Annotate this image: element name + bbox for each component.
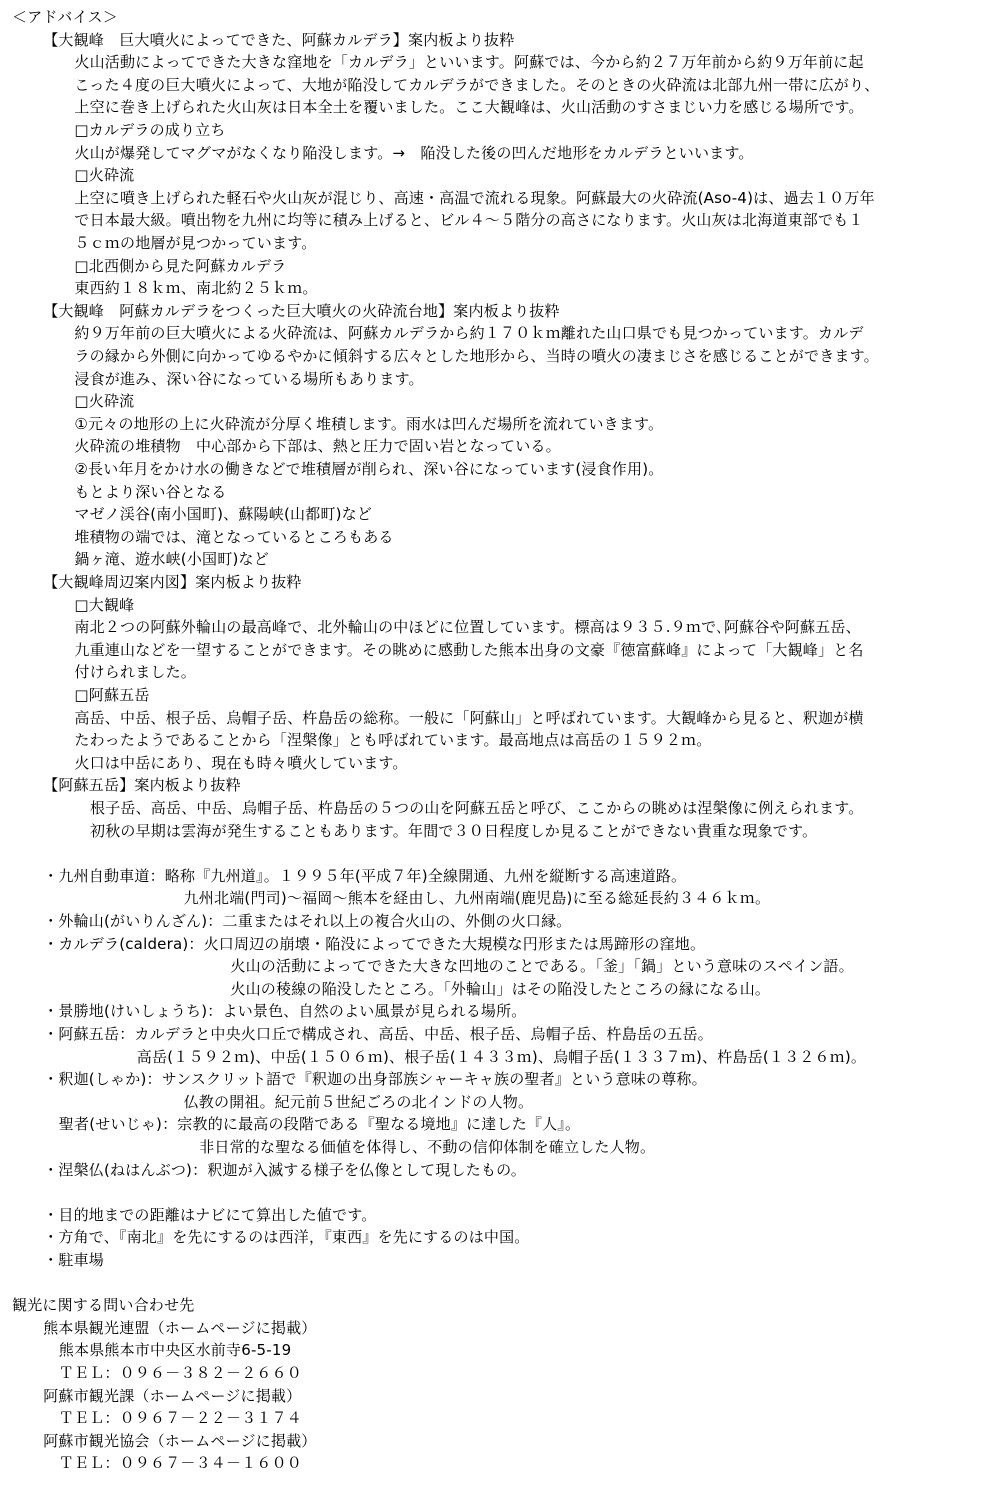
- text-line: 九州北端(門司)～福岡～熊本を経由し、九州南端(鹿児島)に至る総延長約３４６ｋｍ。: [183, 889, 771, 908]
- text-line: 【阿蘇五岳】案内板より抜粋: [43, 776, 241, 795]
- text-line: 上空に噴き上げられた軽石や火山灰が混じり、高速・高温で流れる現象。阿蘇最大の火砕流(Aso-4)は、過去１０万年: [74, 188, 875, 207]
- text-line: 熊本県熊本市中央区水前寺6-5-19: [58, 1341, 292, 1360]
- text-line: 【大観峰周辺案内図】案内板より抜粋: [43, 573, 302, 591]
- text-line: 火山の活動によってできた大きな凹地のことである。「釜」「鍋」という意味のスペイン語。: [230, 957, 854, 976]
- text-line: 火山の稜線の陥没したところ。「外輪山」はその陥没したところの縁になる山。: [230, 979, 771, 998]
- text-line: ・釈迦(しゃか)：サンスクリット語で『釈迦の出身部族シャーキャ族の聖者』という意味の尊称。: [43, 1070, 707, 1089]
- text-line: で日本最大級。噴出物を九州に均等に積み上げると、ビル４～５階分の高さになります。火山灰は北海道東部でも１: [74, 211, 864, 230]
- text-line: ①元々の地形の上に火砕流が分厚く堆積します。雨水は凹んだ場所を流れていきます。: [74, 414, 664, 433]
- text-line: 非日常的な聖なる価値を体得し、不動の信仰体制を確立した人物。: [199, 1138, 656, 1156]
- text-line: 火砕流の堆積物 中心部から下部は、熱と圧力で固い岩となっている。: [74, 437, 561, 456]
- text-line: 仏教の開祖。紀元前５世紀ごろの北インドの人物。: [183, 1092, 534, 1111]
- text-line: 東西約１８ｋｍ、南北約２５ｋｍ。: [74, 279, 318, 298]
- text-line: 初秋の早期は雲海が発生することもあります。年間で３０日程度しか見ることができない貴重な現象です。: [90, 821, 818, 840]
- text-line: 鍋ヶ滝、遊水峡(小国町)など: [74, 550, 269, 569]
- text-line: たわったようであることから「涅槃像」とも呼ばれています。最高地点は高岳の１５９２ｍ。: [74, 731, 712, 750]
- text-line: ＴＥＬ：０９６７－２２－３１７４: [58, 1409, 302, 1428]
- text-line: 阿蘇市観光課（ホームページに掲載）: [43, 1386, 302, 1405]
- text-line: ＴＥＬ：０９６７－３４－１６００: [58, 1454, 302, 1473]
- text-line: □カルデラの成り立ち: [74, 121, 226, 139]
- text-line: 火山が爆発してマグマがなくなり陥没します。→ 陥没した後の凹んだ地形をカルデラといいます。: [74, 143, 754, 162]
- text-line: 堆積物の端では、滝となっているところもある: [74, 527, 394, 546]
- text-line: 根子岳、高岳、中岳、烏帽子岳、杵島岳の５つの山を阿蘇五岳と呼び、ここからの眺めは涅槃像に例えられます。: [90, 799, 864, 817]
- text-line: 熊本県観光連盟（ホームページに掲載）: [43, 1318, 317, 1337]
- text-line: 【大観峰 巨大噴火によってできた、阿蘇カルデラ】案内板より抜粋: [43, 30, 515, 49]
- text-line: 上空に巻き上げられた火山灰は日本全土を覆いました。ここ大観峰は、火山活動のすさまじい力を感じる場所です。: [74, 98, 864, 117]
- text-line: □北西側から見た阿蘇カルデラ: [74, 256, 287, 275]
- text-line: ５ｃｍの地層が見つかっています。: [74, 234, 317, 252]
- text-line: ・駐車場: [43, 1251, 104, 1269]
- text-line: 火山活動によってできた大きな窪地を「カルデラ」といいます。阿蘇では、今から約２７万年前から約９万年前に起: [74, 53, 864, 72]
- text-line: ・カルデラ(caldera)：火口周辺の崩壊・陥没によってできた大規模な円形または馬蹄形の窪地。: [43, 934, 706, 953]
- text-line: □火砕流: [74, 166, 135, 185]
- text-line: ・外輪山(がいりんざん)：二重またはそれ以上の複合火山の、外側の火口縁。: [43, 912, 572, 930]
- text-line: ②長い年月をかけ水の働きなどで堆積層が削られ、深い谷になっています(浸食作用)。: [74, 460, 664, 478]
- text-line: □大観峰: [74, 595, 135, 614]
- text-line: 高岳(１５９２ｍ)、中岳(１５０６ｍ)、根子岳(１４３３ｍ)、烏帽子岳(１３３７ｍ)、杵島岳(１３２６ｍ)。: [136, 1047, 867, 1066]
- text-line: こった４度の巨大噴火によって、大地が陥没してカルデラができました。そのときの火砕流は北部九州一帯に広がり、: [74, 75, 880, 94]
- text-line: 浸食が進み、深い谷になっている場所もあります。: [74, 369, 424, 388]
- text-line: 【大観峰 阿蘇カルデラをつくった巨大噴火の火砕流台地】案内板より抜粋: [43, 301, 560, 320]
- text-line: ・方角で、『南北』を先にするのは西洋，『東西』を先にするのは中国。: [43, 1228, 530, 1247]
- text-line: 約９万年前の巨大噴火による火砕流は、阿蘇カルデラから約１７０ｋｍ離れた山口県でも見つかっています。カルデ: [74, 324, 864, 343]
- text-line: もとより深い谷となる: [74, 482, 227, 501]
- text-line: ＴＥＬ：０９６－３８２－２６６０: [58, 1364, 302, 1382]
- text-line: ・景勝地(けいしょうち)：よい景色、自然のよい風景が見られる場所。: [43, 1002, 527, 1021]
- text-line: □阿蘇五岳: [74, 686, 150, 704]
- text-line: ・目的地までの距離はナビにて算出した値です。: [43, 1205, 377, 1224]
- text-line: 南北２つの阿蘇外輪山の最高峰で、北外輪山の中ほどに位置しています。標高は９３５.９ｍで､阿蘇谷や阿蘇五岳、: [74, 618, 861, 637]
- text-line: マゼノ渓谷(南小国町)、蘇陽峡(山都町)など: [74, 505, 373, 524]
- text-line: ＜アドバイス＞: [12, 8, 118, 26]
- text-line: 付けられました。: [74, 663, 196, 682]
- text-line: 阿蘇市観光協会（ホームページに掲載）: [43, 1431, 317, 1450]
- text-line: 高岳、中岳、根子岳、烏帽子岳、杵島岳の総称。一般に「阿蘇山」と呼ばれています。大観峰から見ると、釈迦が横: [74, 708, 864, 727]
- text-line: 観光に関する問い合わせ先: [12, 1296, 195, 1315]
- text-line: □火砕流: [74, 392, 135, 411]
- text-line: ・涅槃仏(ねはんぶつ)：釈迦が入滅する様子を仏像として現したもの。: [43, 1160, 526, 1179]
- text-line: 聖者(せいじゃ)：宗教的に最高の段階である『聖なる境地』に達した『人』。: [58, 1115, 581, 1134]
- text-line: ・阿蘇五岳：カルデラと中央火口丘で構成され、高岳、中岳、根子岳、烏帽子岳、杵島岳の五岳。: [43, 1025, 713, 1043]
- text-line: 火口は中岳にあり、現在も時々噴火しています。: [74, 753, 408, 772]
- text-line: ラの縁から外側に向かってゆるやかに傾斜する広々とした地形から、当時の噴火の凄まじさを感じることができます。: [74, 347, 879, 365]
- text-line: 九重連山などを一望することができます。その眺めに感動した熊本出身の文豪『徳富蘇峰』によって「大観峰」と名: [74, 640, 864, 659]
- text-line: ・九州自動車道：略称『九州道』。１９９５年(平成７年)全線開通、九州を縦断する高速道路。: [43, 866, 687, 885]
